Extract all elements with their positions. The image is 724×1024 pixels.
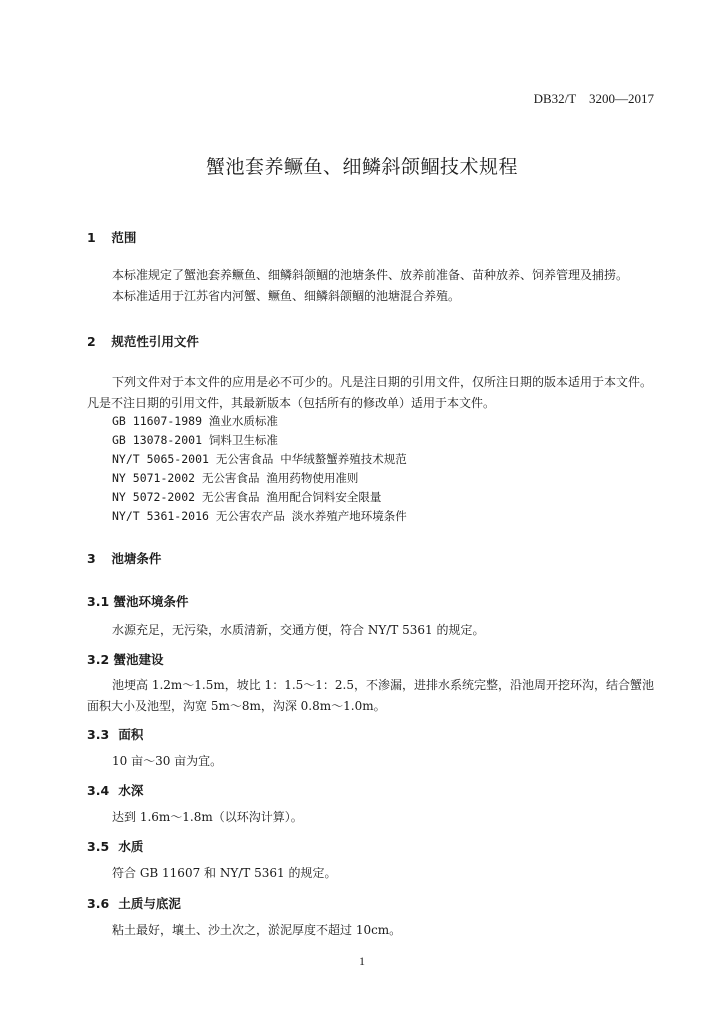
section-title: 蟹池建设 bbox=[113, 652, 164, 667]
section-number: 1 bbox=[87, 230, 96, 245]
reference-item: NY 5072-2002 无公害食品 渔用配合饲料安全限量 bbox=[112, 490, 382, 504]
section-3-6-heading bbox=[87, 894, 181, 912]
section-3-5-heading bbox=[87, 837, 143, 855]
section-title: 池塘条件 bbox=[111, 551, 162, 566]
section-title: 蟹池环境条件 bbox=[113, 594, 189, 609]
section-1-paragraph-1: 本标准规定了蟹池套养鳜鱼、细鳞斜颌鲴的池塘条件、放养前准备、苗种放养、饲养管理及捕捞。 bbox=[112, 268, 629, 282]
section-3-2-heading bbox=[87, 650, 164, 668]
section-title: 面积 bbox=[118, 727, 144, 742]
section-3-heading bbox=[87, 549, 161, 567]
section-3-3-heading bbox=[87, 725, 143, 743]
section-number: 2 bbox=[87, 334, 96, 349]
section-2-intro: 下列文件对于本文件的应用是必不可少的。凡是注日期的引用文件，仅所注日期的版本适用于本文件。凡是不注日期的引用文件，其最新版本（包括所有的修改单）适用于本文件。 bbox=[87, 375, 653, 410]
section-3-3-text: 10 亩～30 亩为宜。 bbox=[112, 754, 223, 768]
section-title: 水深 bbox=[118, 783, 144, 798]
section-number: 3.3 bbox=[87, 727, 110, 742]
reference-item: GB 11607-1989 渔业水质标准 bbox=[112, 414, 278, 428]
section-1-paragraph-2: 本标准适用于江苏省内河蟹、鳜鱼、细鳞斜颌鲴的池塘混合养殖。 bbox=[112, 289, 461, 303]
reference-item: NY/T 5065-2001 无公害食品 中华绒螯蟹养殖技术规范 bbox=[112, 452, 407, 466]
section-3-5-text: 符合 GB 11607 和 NY/T 5361 的规定。 bbox=[112, 866, 337, 880]
section-title: 水质 bbox=[118, 839, 144, 854]
section-number: 3.6 bbox=[87, 896, 110, 911]
section-2-heading bbox=[87, 332, 199, 350]
section-3-6-text: 粘土最好，壤土、沙土次之，淤泥厚度不超过 10cm。 bbox=[112, 923, 402, 937]
section-title: 范围 bbox=[111, 230, 137, 245]
section-title: 规范性引用文件 bbox=[111, 334, 199, 349]
section-3-2-text: 池埂高 1.2m～1.5m，坡比 1：1.5～1：2.5，不渗漏，进排水系统完整，沿池周开挖环沟，结合蟹池面积大小及池型，沟宽 5m～8m，沟深 0.8m～1.0m。 bbox=[87, 678, 654, 713]
section-number: 3.2 bbox=[87, 652, 110, 667]
section-1-heading bbox=[87, 228, 136, 246]
reference-item: NY 5071-2002 无公害食品 渔用药物使用准则 bbox=[112, 471, 359, 485]
section-number: 3 bbox=[87, 551, 96, 566]
section-3-4-heading bbox=[87, 781, 143, 799]
section-title: 土质与底泥 bbox=[118, 896, 181, 911]
reference-item: GB 13078-2001 饲料卫生标准 bbox=[112, 433, 278, 447]
standard-code: DB32/T 3200—2017 bbox=[533, 91, 654, 106]
section-number: 3.5 bbox=[87, 839, 110, 854]
section-number: 3.1 bbox=[87, 594, 110, 609]
reference-item: NY/T 5361-2016 无公害农产品 淡水养殖产地环境条件 bbox=[112, 509, 407, 523]
section-number: 3.4 bbox=[87, 783, 110, 798]
section-3-1-text: 水源充足，无污染，水质清新，交通方便，符合 NY/T 5361 的规定。 bbox=[112, 623, 485, 637]
document-title: 蟹池套养鳜鱼、细鳞斜颌鲴技术规程 bbox=[205, 156, 518, 178]
section-3-1-heading bbox=[87, 592, 189, 610]
section-3-4-text: 达到 1.6m～1.8m（以环沟计算）。 bbox=[112, 810, 303, 824]
page-number: 1 bbox=[359, 954, 365, 968]
